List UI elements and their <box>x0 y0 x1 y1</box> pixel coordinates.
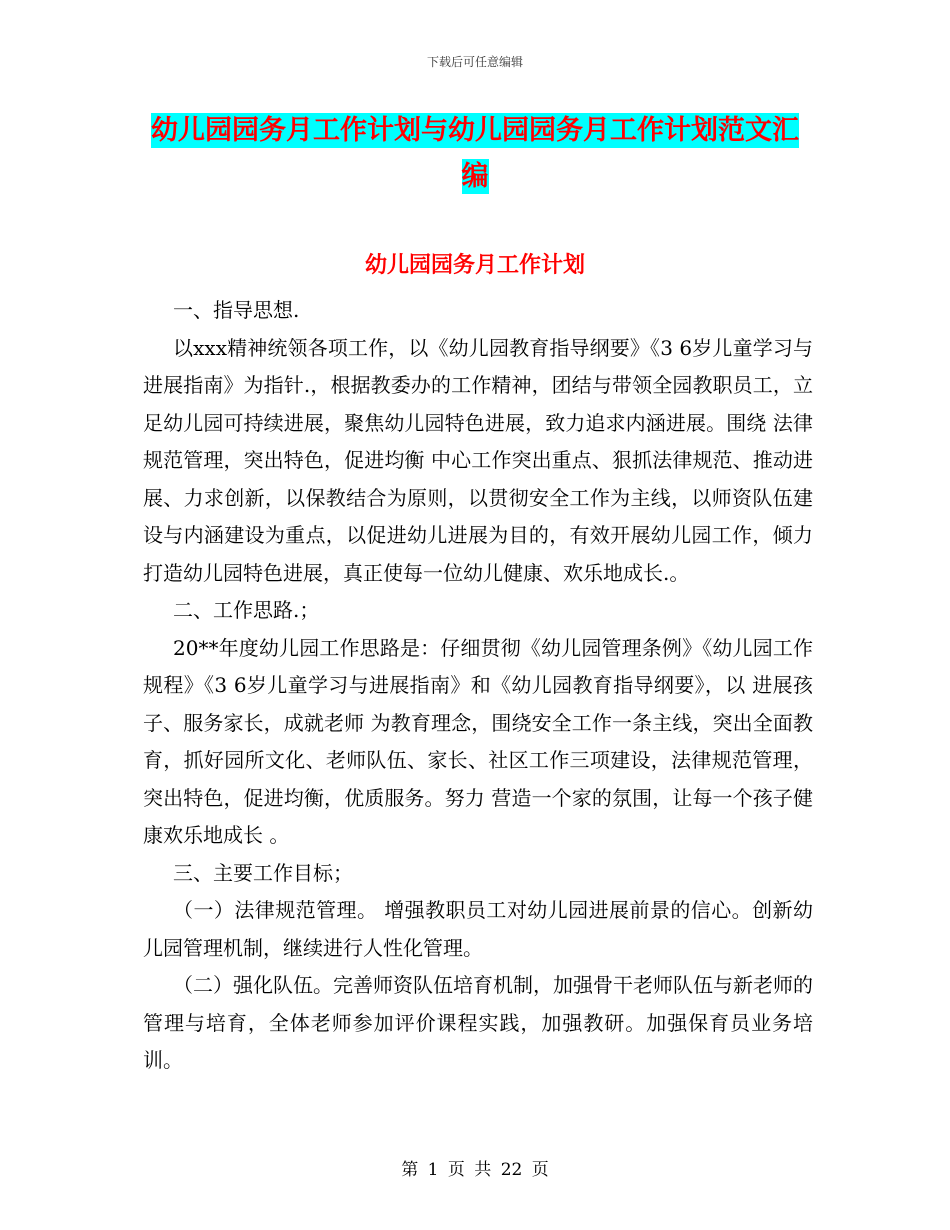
heading-guiding-thought: 一、指导思想. <box>173 298 300 322</box>
document-title-block <box>140 108 810 200</box>
section-title: 幼儿园园务月工作计划 <box>364 252 585 278</box>
document-body <box>143 292 813 1080</box>
paragraph-guiding-thought: 以xxx精神统领各项工作，以《幼儿园教育指导纲要》《3 6岁儿童学习与进展指南》为指针.，根据教委办的工作精神，团结与带领全园教职员工，立足幼儿园可持续进展，聚焦幼儿园特色进展，致力追求内涵进展。围绕 法律规范管理，突出特色，促进均衡 中心工作突出重点、狠抓法律规范、推动进展、力求创新，以保教结合为原则，以贯彻安全工作为主线，以师资队伍建设与内涵建设为重点，以促进幼儿进展为目的，有效开展幼儿园工作，倾力打造幼儿园特色进展，真正使每一位幼儿健康、欢乐地成长.。 <box>143 335 813 585</box>
paragraph-goal-2: （二）强化队伍。完善师资队伍培育机制，加强骨干老师队伍与新老师的管理与培育，全体老师参加评价课程实践，加强教研。加强保育员业务培训。 <box>143 973 813 1072</box>
heading-main-goals: 三、主要工作目标； <box>173 860 353 885</box>
page-number: 第 1 页 共 22 页 <box>401 1160 549 1180</box>
paragraph-work-approach: 20**年度幼儿园工作思路是：仔细贯彻《幼儿园管理条例》《幼儿园工作规程》《3 6岁儿童学习与进展指南》和《幼儿园教育指导纲要》，以 进展孩子、服务家长，成就老师 为教育理念，围绕安全工作一条主线，突出全面教育，抓好园所文化、老师队伍、家长、社区工作三项建设，法律规范管理，突出特色，促进均衡，优质服务。努力 营造一个家的氛围，让每一个孩子健康欢乐地成长 。 <box>143 635 813 847</box>
document-title: 幼儿园园务月工作计划与幼儿园园务月工作计划范文汇编 <box>151 115 799 192</box>
heading-work-approach: 二、工作思路.； <box>173 598 320 622</box>
header-note: 下载后可任意编辑 <box>426 55 523 69</box>
paragraph-goal-1: （一）法律规范管理。 增强教职员工对幼儿园进展前景的信心。创新幼儿园管理机制，继续进行人性化管理。 <box>143 898 813 960</box>
